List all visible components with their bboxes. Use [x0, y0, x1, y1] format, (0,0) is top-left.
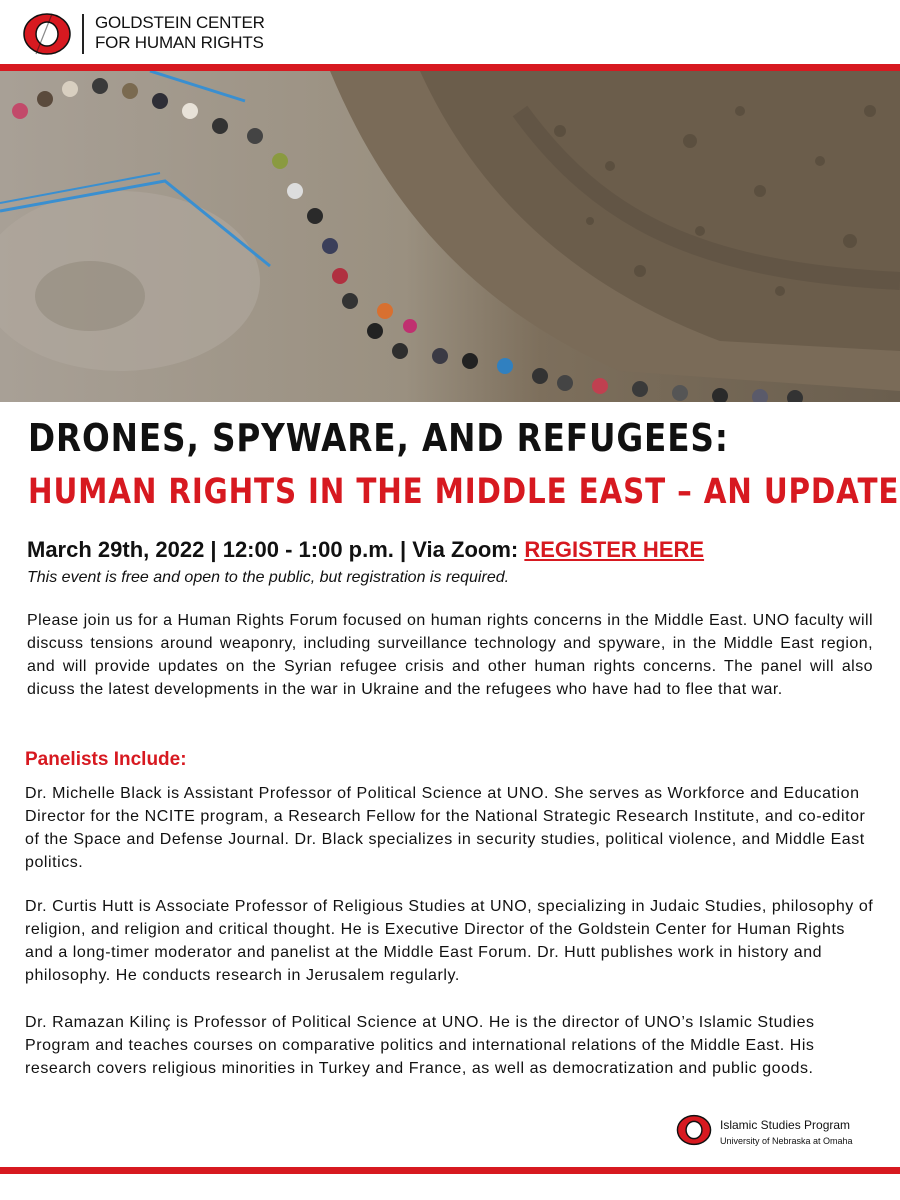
program-name: Islamic Studies Program — [720, 1118, 851, 1132]
bottom-accent-bar — [0, 1167, 900, 1174]
event-subtitle: HUMAN RIGHTS IN THE MIDDLE EAST – AN UPDATE — [28, 472, 900, 512]
details-separator: | — [393, 537, 413, 562]
refugees-aerial-photo — [0, 71, 900, 402]
org-name-line2: FOR HUMAN RIGHTS — [95, 33, 264, 52]
uno-o-logo-icon — [22, 12, 72, 56]
intro-paragraph: Please join us for a Human Rights Forum focused on human rights concerns in the Middle East. UNO faculty will discuss tensions around weaponry, including surveillance technology and spyware, in the Middle East region, and will provide updates on the Syrian refugee crisis and other human rights concerns. The panel will also dicuss the latest developments in the war in Ukraine and the refugees who have had to flee that war. — [27, 612, 873, 698]
org-name — [95, 13, 295, 53]
top-accent-bar — [0, 64, 900, 71]
panelist-bio-hutt: Dr. Curtis Hutt is Associate Professor of Religious Studies at UNO, specializing in Judaic Studies, philosophy of religion, and religion and critical thought. He is Executive Director of the Goldstein Center for Human Rights and a long-timer moderator and panelist at the Middle East Forum. Dr. Hutt publishes work in history and philosophy. He conducts research in Jerusalem regularly. — [25, 898, 874, 984]
event-details — [27, 537, 704, 563]
header-divider — [82, 14, 84, 54]
event-date: March 29th, 2022 — [27, 537, 205, 562]
details-separator: | — [204, 537, 223, 562]
header — [0, 0, 900, 64]
panelist-bio-black: Dr. Michelle Black is Assistant Professor of Political Science at UNO. She serves as Workforce and Education Director for the NCITE program, a Research Fellow for the National Strategic Research Institute, and co-editor of the Space and Defense Journal. Dr. Black specializes in security studies, political violence, and Middle East politics. — [25, 785, 866, 871]
panelists-heading: Panelists Include: — [25, 749, 187, 770]
event-time: 12:00 - 1:00 p.m. — [222, 537, 394, 562]
uno-o-logo-icon — [676, 1113, 712, 1147]
register-link[interactable]: REGISTER HERE — [524, 537, 705, 562]
registration-note: This event is free and open to the public, but registration is required. — [27, 569, 510, 586]
university-name: University of Nebraska at Omaha — [720, 1136, 853, 1146]
event-venue: Via Zoom: — [412, 537, 519, 562]
org-name-line1: GOLDSTEIN CENTER — [95, 13, 265, 32]
panelist-bio-kilinc: Dr. Ramazan Kilinç is Professor of Political Science at UNO. He is the director of UNO’s Islamic Studies Program and teaches courses on comparative politics and international relations of the Middle East. His research covers religious minorities in Turkey and France, as well as democratization and public goods. — [25, 1014, 815, 1077]
event-title: DRONES, SPYWARE, AND REFUGEES: — [28, 416, 729, 460]
